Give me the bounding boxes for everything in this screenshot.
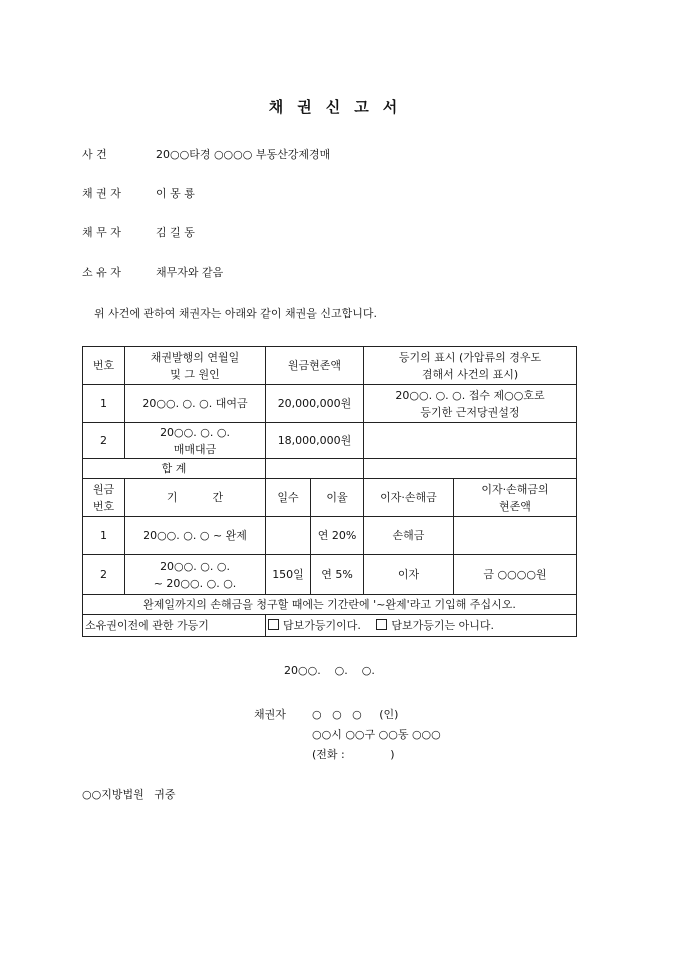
table-header-row [83, 347, 577, 385]
case-label: 사 건 [82, 148, 107, 161]
document-date: 20○○. ○. ○. [284, 664, 375, 677]
option2-checkbox[interactable] [376, 619, 387, 630]
table-cell: 2 [83, 423, 125, 459]
table-cell: 20○○. ○. ○. 접수 제○○호로 등기한 근저당권설정 [364, 385, 577, 423]
claims-table [82, 346, 577, 479]
table-cell [364, 423, 577, 459]
case-line [82, 146, 330, 162]
header-cell: 등기의 표시 (가압류의 경우도 겸해서 사건의 표시) [364, 347, 577, 385]
table-header-row [83, 479, 577, 517]
table-cell: 18,000,000원 [266, 423, 364, 459]
header-cell: 이율 [311, 479, 364, 517]
creditor-line [82, 185, 195, 201]
header-cell: 이자·손해금의 현존액 [454, 479, 577, 517]
header-cell: 기 간 [125, 479, 266, 517]
document-title: 채권신고서 [268, 98, 412, 116]
table-cell: 150일 [266, 555, 311, 595]
option1-checkbox[interactable] [268, 619, 279, 630]
table-cell: 연 20% [311, 517, 364, 555]
provisional-options [266, 615, 577, 637]
owner-value: 채무자와 같음 [156, 266, 224, 279]
provisional-row [83, 615, 577, 637]
header-cell: 원금 번호 [83, 479, 125, 517]
header-cell: 채권발행의 연월일 및 그 원인 [125, 347, 266, 385]
table-cell [266, 517, 311, 555]
table-cell: 20○○. ○. ○. ~ 20○○. ○. ○. [125, 555, 266, 595]
table-row [83, 517, 577, 555]
signature-label: 채권자 [254, 708, 286, 721]
option1-label: 담보가등기이다. [283, 619, 361, 632]
notice-row [83, 595, 577, 615]
table-cell: 2 [83, 555, 125, 595]
debtor-line [82, 224, 195, 240]
header-cell: 이자·손해금 [364, 479, 454, 517]
signature-address: ○○시 ○○구 ○○동 ○○○ [312, 728, 441, 741]
option2-label: 담보가등기는 아니다. [391, 619, 495, 632]
table-cell: 연 5% [311, 555, 364, 595]
owner-label: 소 유 자 [82, 266, 121, 279]
total-empty [364, 459, 577, 479]
table-cell: 20○○. ○. ○. 대여금 [125, 385, 266, 423]
table-cell: 금 ○○○○원 [454, 555, 577, 595]
table-row [83, 423, 577, 459]
total-label: 합 계 [83, 459, 266, 479]
total-value [266, 459, 364, 479]
notice-table [82, 594, 577, 637]
table-cell: 손해금 [364, 517, 454, 555]
table-cell: 20○○. ○. ○. 매매대금 [125, 423, 266, 459]
table-cell [454, 517, 577, 555]
interest-table [82, 478, 577, 595]
notice-text: 완제일까지의 손해금을 청구할 때에는 기간란에 '~완제'라고 기입해 주십시오. [83, 595, 577, 615]
debtor-label: 채 무 자 [82, 226, 121, 239]
table-cell: 20,000,000원 [266, 385, 364, 423]
court-name: ○○지방법원 귀중 [82, 788, 176, 801]
owner-line [82, 264, 223, 280]
table-cell: 20○○. ○. ○ ~ 완제 [125, 517, 266, 555]
case-value: 20○○타경 ○○○○ 부동산강제경매 [156, 148, 331, 161]
intro-text: 위 사건에 관하여 채권자는 아래와 같이 채권을 신고합니다. [94, 307, 377, 320]
table-row [83, 555, 577, 595]
table-cell: 이자 [364, 555, 454, 595]
header-cell: 일수 [266, 479, 311, 517]
table-row [83, 385, 577, 423]
table-cell: 1 [83, 385, 125, 423]
header-cell: 원금현존액 [266, 347, 364, 385]
provisional-label: 소유권이전에 관한 가등기 [83, 615, 266, 637]
creditor-label: 채 권 자 [82, 187, 121, 200]
debtor-value: 김 길 동 [156, 226, 195, 239]
signature-phone: (전화 : ) [312, 748, 395, 761]
creditor-value: 이 몽 룡 [156, 187, 195, 200]
table-cell: 1 [83, 517, 125, 555]
total-row [83, 459, 577, 479]
header-cell: 번호 [83, 347, 125, 385]
signature-name: ○ ○ ○ (인) [312, 708, 399, 721]
